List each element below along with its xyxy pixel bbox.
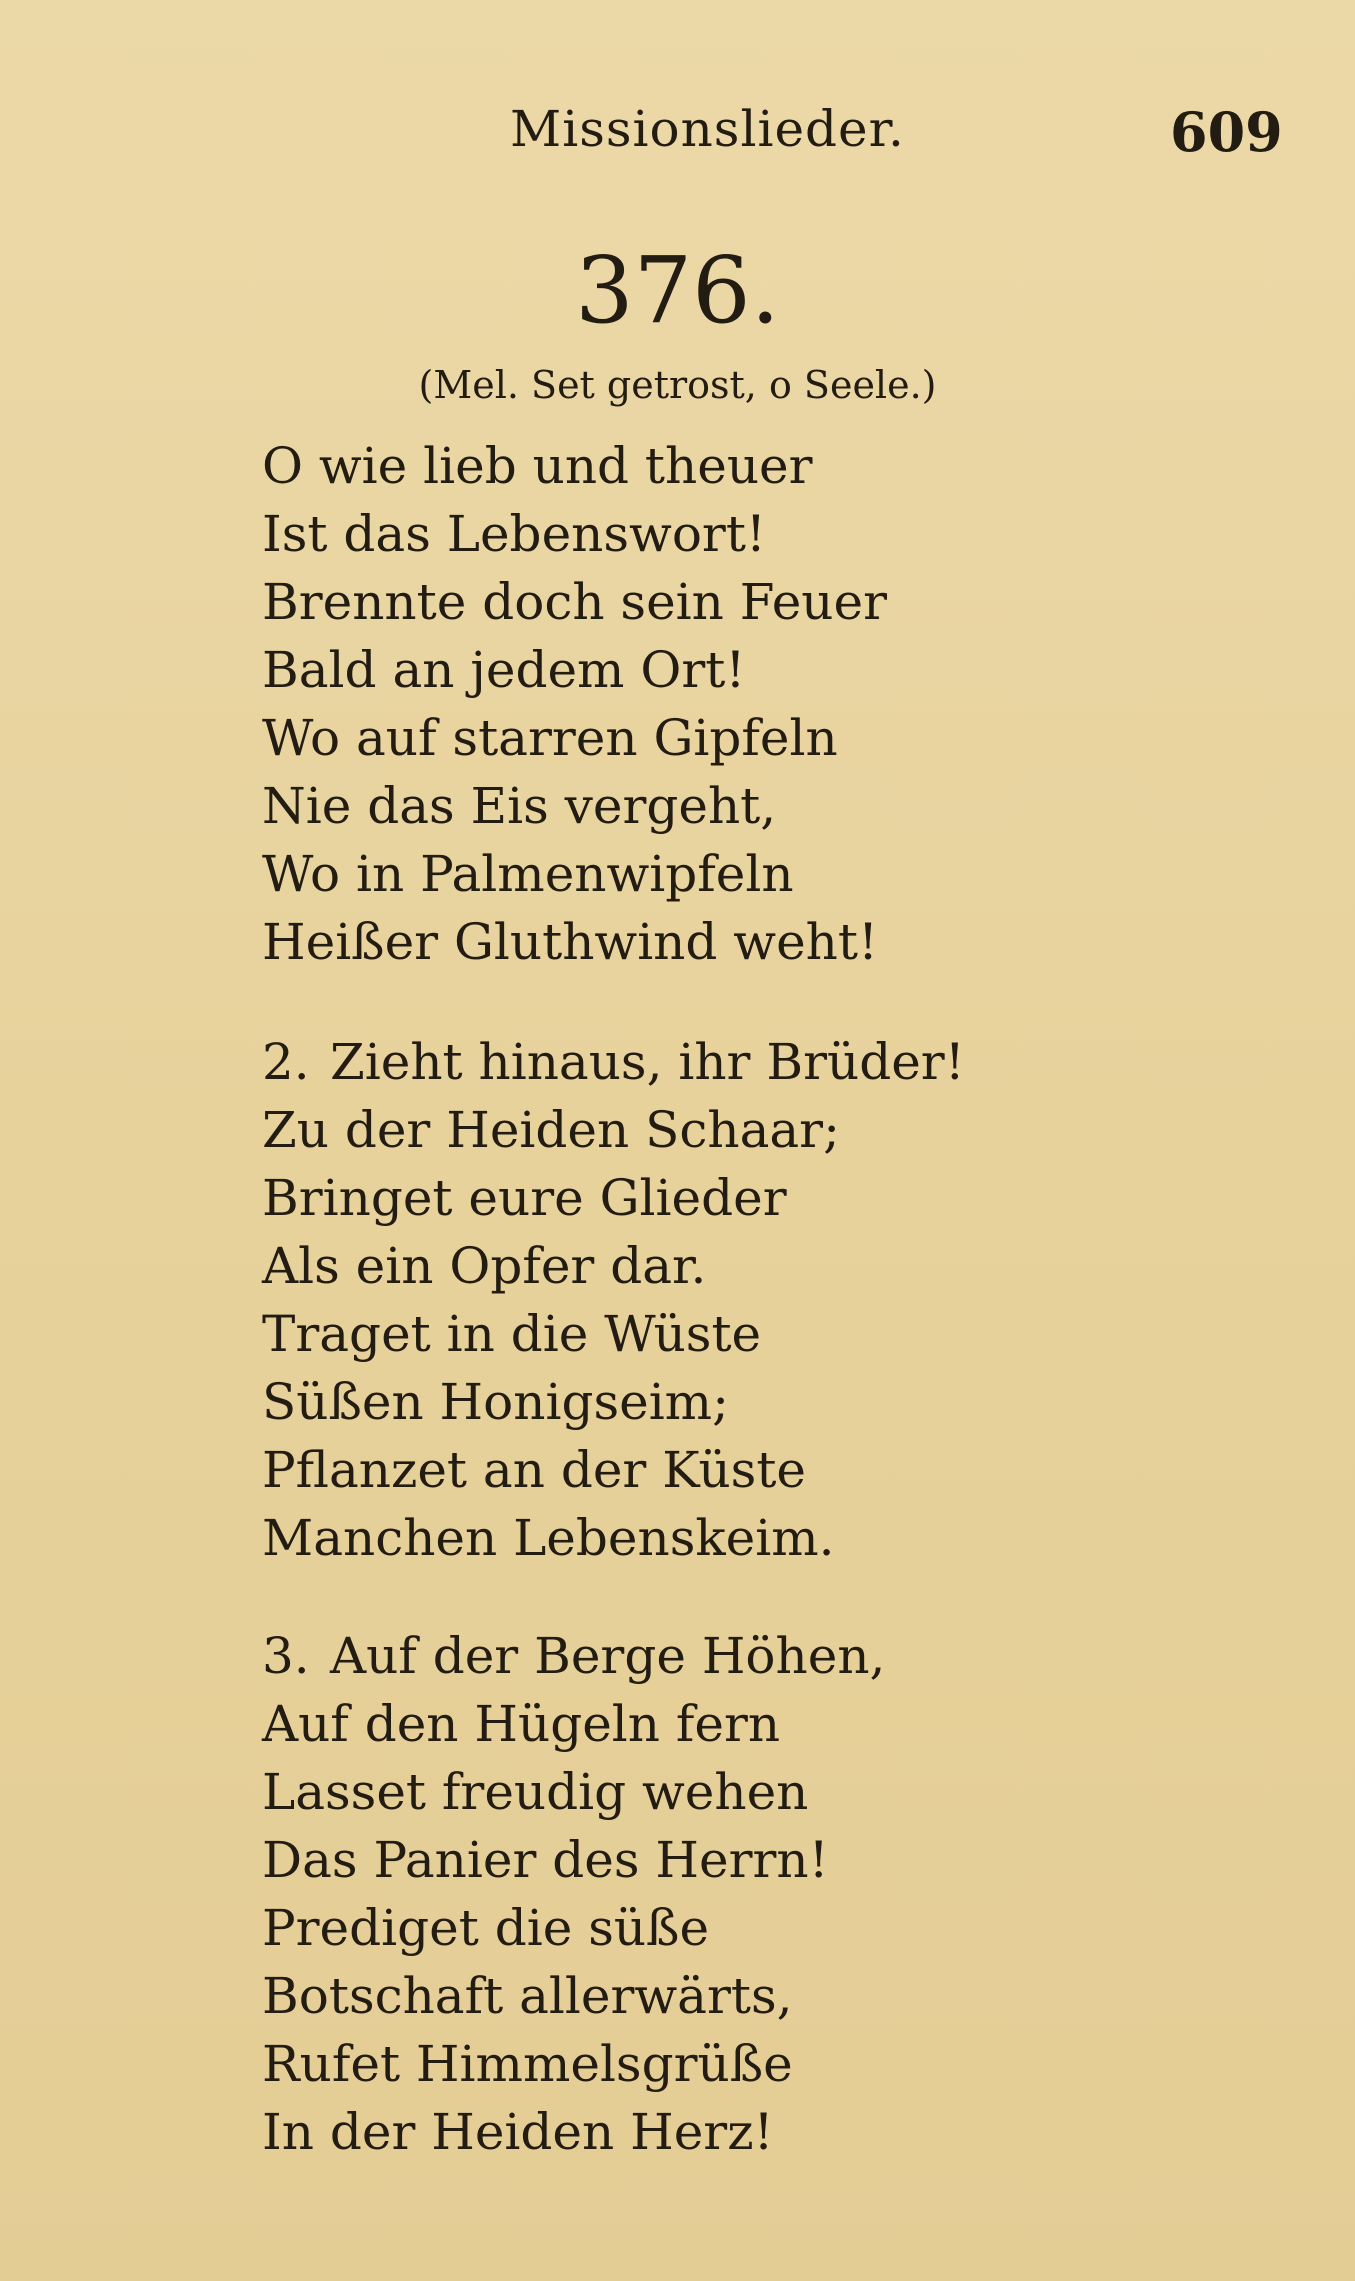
stanza-line: Ist das Lebenswort! [262, 505, 767, 563]
stanza-line-text: Auf der Berge Höhen, [330, 1627, 886, 1685]
stanza-line: Bald an jedem Ort! [262, 641, 746, 699]
melody-note: (Mel. Set getrost, o Seele.) [418, 363, 937, 407]
hymn-number: 376. [575, 237, 780, 344]
stanza-1 [262, 432, 887, 976]
stanza-line: In der Heiden Herz! [262, 2103, 774, 2161]
stanza-line: Botschaft allerwärts, [262, 1967, 793, 2025]
stanza-line: Traget in die Wüste [262, 1305, 762, 1363]
running-head: Missionslieder. [510, 100, 905, 158]
page-number: 609 [1170, 100, 1283, 164]
stanza-line-text: Zieht hinaus, ihr Brüder! [330, 1033, 965, 1091]
stanza-line: Lasset freudig wehen [262, 1763, 809, 1821]
stanza-line: Bringet eure Glieder [262, 1169, 787, 1227]
stanza-line: Auf den Hügeln fern [262, 1695, 781, 1753]
stanza-line: Pflanzet an der Küste [262, 1441, 807, 1499]
stanza-line [262, 1622, 885, 1690]
stanza-line: Das Panier des Herrn! [262, 1831, 829, 1889]
stanza-line: Brennte doch sein Feuer [262, 573, 887, 631]
stanza-line: Wo in Palmenwipfeln [262, 845, 794, 903]
stanza-2 [262, 1028, 965, 1572]
stanza-line: Zu der Heiden Schaar; [262, 1101, 840, 1159]
stanza-line: Heißer Gluthwind weht! [262, 913, 879, 971]
stanza-line: Wo auf starren Gipfeln [262, 709, 838, 767]
stanza-line: O wie lieb und theuer [262, 437, 813, 495]
stanza-line [262, 1028, 965, 1096]
stanza-line: Manchen Lebenskeim. [262, 1509, 835, 1567]
stanza-line: Nie das Eis vergeht, [262, 777, 777, 835]
stanza-3 [262, 1622, 885, 2166]
stanza-line: Als ein Opfer dar. [262, 1237, 707, 1295]
stanza-line: Süßen Honigseim; [262, 1373, 729, 1431]
stanza-number: 3. [262, 1627, 310, 1685]
stanza-number: 2. [262, 1033, 310, 1091]
stanza-line: Prediget die süße [262, 1899, 710, 1957]
stanza-line: Rufet Himmelsgrüße [262, 2035, 793, 2093]
